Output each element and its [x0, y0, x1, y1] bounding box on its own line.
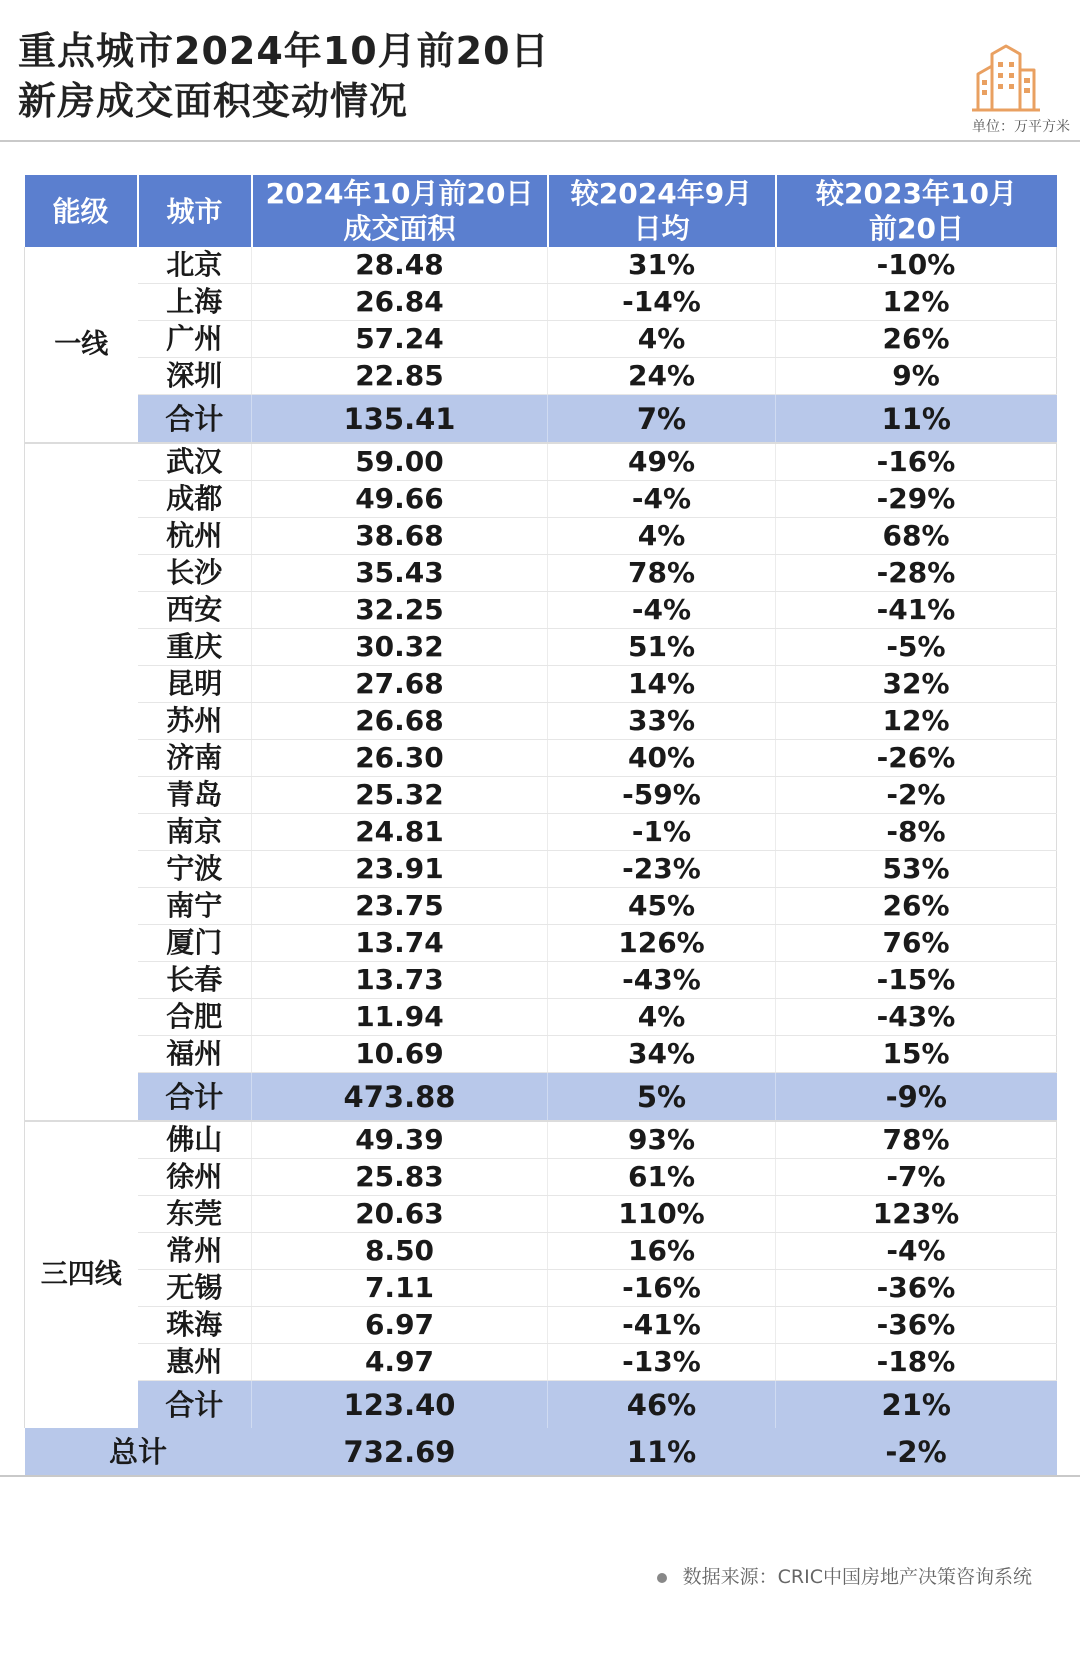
- title-line-2: 新房成交面积变动情况: [18, 79, 409, 123]
- subtotal-yoy: -9%: [776, 1073, 1057, 1122]
- city-cell: 长沙: [138, 555, 252, 592]
- city-cell: 济南: [138, 740, 252, 777]
- table-row: [25, 284, 1057, 321]
- yoy-cell: -2%: [776, 777, 1057, 814]
- table-row: [25, 1159, 1057, 1196]
- grand-total-mom: 11%: [548, 1428, 776, 1475]
- mom-cell: 40%: [548, 740, 776, 777]
- city-cell: 苏州: [138, 703, 252, 740]
- city-cell: 长春: [138, 962, 252, 999]
- yoy-cell: -36%: [776, 1307, 1057, 1344]
- yoy-cell: -43%: [776, 999, 1057, 1036]
- data-table: [24, 175, 1057, 1475]
- yoy-cell: 12%: [776, 703, 1057, 740]
- city-cell: 常州: [138, 1233, 252, 1270]
- bullet-icon: [657, 1573, 667, 1583]
- subtotal-row: [25, 1073, 1057, 1122]
- city-cell: 武汉: [138, 443, 252, 481]
- area-cell: 30.32: [252, 629, 548, 666]
- area-cell: 13.74: [252, 925, 548, 962]
- table-row: [25, 1121, 1057, 1159]
- table-row: [25, 888, 1057, 925]
- table-row: [25, 851, 1057, 888]
- table-row: [25, 814, 1057, 851]
- table-row: [25, 777, 1057, 814]
- table-row: [25, 1344, 1057, 1381]
- grand-total-row: [25, 1428, 1057, 1475]
- yoy-cell: 123%: [776, 1196, 1057, 1233]
- yoy-cell: 68%: [776, 518, 1057, 555]
- table-row: [25, 247, 1057, 284]
- bottom-divider: [0, 1475, 1080, 1477]
- grand-total-area: 732.69: [252, 1428, 548, 1475]
- area-cell: 20.63: [252, 1196, 548, 1233]
- yoy-cell: 53%: [776, 851, 1057, 888]
- subtotal-area: 135.41: [252, 395, 548, 444]
- area-cell: 23.75: [252, 888, 548, 925]
- table-row: [25, 1233, 1057, 1270]
- table-row: [25, 1196, 1057, 1233]
- yoy-cell: 15%: [776, 1036, 1057, 1073]
- mom-cell: -23%: [548, 851, 776, 888]
- page-title: [18, 26, 550, 126]
- area-cell: 57.24: [252, 321, 548, 358]
- yoy-cell: 9%: [776, 358, 1057, 395]
- mom-cell: 93%: [548, 1121, 776, 1159]
- area-cell: 49.39: [252, 1121, 548, 1159]
- city-cell: 西安: [138, 592, 252, 629]
- mom-cell: 14%: [548, 666, 776, 703]
- mom-cell: 4%: [548, 999, 776, 1036]
- area-cell: 38.68: [252, 518, 548, 555]
- city-cell: 青岛: [138, 777, 252, 814]
- header: [0, 0, 1080, 141]
- mom-cell: 61%: [548, 1159, 776, 1196]
- yoy-cell: -7%: [776, 1159, 1057, 1196]
- city-cell: 北京: [138, 247, 252, 284]
- col-header-yoy: 较2023年10月 前20日: [776, 175, 1057, 247]
- table-row: [25, 925, 1057, 962]
- area-cell: 7.11: [252, 1270, 548, 1307]
- city-cell: 惠州: [138, 1344, 252, 1381]
- table-row: [25, 1270, 1057, 1307]
- yoy-cell: -4%: [776, 1233, 1057, 1270]
- mom-cell: 110%: [548, 1196, 776, 1233]
- subtotal-yoy: 11%: [776, 395, 1057, 444]
- table-row: [25, 629, 1057, 666]
- area-cell: 4.97: [252, 1344, 548, 1381]
- subtotal-row: [25, 395, 1057, 444]
- title-line-1: 重点城市2024年10月前20日: [18, 29, 550, 73]
- mom-cell: -41%: [548, 1307, 776, 1344]
- mom-cell: -13%: [548, 1344, 776, 1381]
- tier-cell: [25, 443, 138, 1121]
- yoy-cell: -18%: [776, 1344, 1057, 1381]
- area-cell: 26.30: [252, 740, 548, 777]
- col-header-city: 城市: [138, 175, 252, 247]
- area-cell: 25.83: [252, 1159, 548, 1196]
- top-divider: [0, 140, 1080, 142]
- mom-cell: 45%: [548, 888, 776, 925]
- city-cell: 上海: [138, 284, 252, 321]
- yoy-cell: 32%: [776, 666, 1057, 703]
- city-cell: 厦门: [138, 925, 252, 962]
- table-row: [25, 555, 1057, 592]
- yoy-cell: 26%: [776, 321, 1057, 358]
- city-cell: 昆明: [138, 666, 252, 703]
- yoy-cell: -26%: [776, 740, 1057, 777]
- table-row: [25, 1307, 1057, 1344]
- mom-cell: 78%: [548, 555, 776, 592]
- mom-cell: 4%: [548, 321, 776, 358]
- area-cell: 11.94: [252, 999, 548, 1036]
- city-cell: 徐州: [138, 1159, 252, 1196]
- area-cell: 25.32: [252, 777, 548, 814]
- col-header-tier: 能级: [25, 175, 138, 247]
- yoy-cell: 76%: [776, 925, 1057, 962]
- mom-cell: -1%: [548, 814, 776, 851]
- unit-label: 单位：万平方米: [972, 119, 1070, 135]
- city-cell: 广州: [138, 321, 252, 358]
- mom-cell: -14%: [548, 284, 776, 321]
- table-row: [25, 666, 1057, 703]
- city-cell: 无锡: [138, 1270, 252, 1307]
- table-row: [25, 481, 1057, 518]
- mom-cell: 4%: [548, 518, 776, 555]
- table-row: [25, 321, 1057, 358]
- table-row: [25, 443, 1057, 481]
- mom-cell: -59%: [548, 777, 776, 814]
- area-cell: 24.81: [252, 814, 548, 851]
- mom-cell: -43%: [548, 962, 776, 999]
- mom-cell: 126%: [548, 925, 776, 962]
- yoy-cell: -8%: [776, 814, 1057, 851]
- grand-total-yoy: -2%: [776, 1428, 1057, 1475]
- city-cell: 深圳: [138, 358, 252, 395]
- table-body: [25, 247, 1057, 1475]
- area-cell: 59.00: [252, 443, 548, 481]
- mom-cell: 34%: [548, 1036, 776, 1073]
- area-cell: 10.69: [252, 1036, 548, 1073]
- mom-cell: 33%: [548, 703, 776, 740]
- area-cell: 26.68: [252, 703, 548, 740]
- source-note: [657, 1562, 1032, 1589]
- area-cell: 6.97: [252, 1307, 548, 1344]
- col-header-mom: 较2024年9月 日均: [548, 175, 776, 247]
- area-cell: 22.85: [252, 358, 548, 395]
- city-cell: 南京: [138, 814, 252, 851]
- area-cell: 35.43: [252, 555, 548, 592]
- area-cell: 8.50: [252, 1233, 548, 1270]
- yoy-cell: -36%: [776, 1270, 1057, 1307]
- subtotal-label: 合计: [138, 1073, 252, 1122]
- mom-cell: -4%: [548, 592, 776, 629]
- subtotal-area: 123.40: [252, 1381, 548, 1429]
- subtotal-label: 合计: [138, 395, 252, 444]
- yoy-cell: 78%: [776, 1121, 1057, 1159]
- source-text: 数据来源：CRIC中国房地产决策咨询系统: [682, 1566, 1032, 1588]
- mom-cell: 51%: [548, 629, 776, 666]
- city-cell: 杭州: [138, 518, 252, 555]
- area-cell: 28.48: [252, 247, 548, 284]
- city-cell: 珠海: [138, 1307, 252, 1344]
- mom-cell: 31%: [548, 247, 776, 284]
- city-cell: 重庆: [138, 629, 252, 666]
- table-row: [25, 740, 1057, 777]
- yoy-cell: 26%: [776, 888, 1057, 925]
- area-cell: 32.25: [252, 592, 548, 629]
- table-row: [25, 999, 1057, 1036]
- col-header-area: 2024年10月前20日 成交面积: [252, 175, 548, 247]
- area-cell: 23.91: [252, 851, 548, 888]
- table-header-row: [25, 175, 1057, 247]
- yoy-cell: -5%: [776, 629, 1057, 666]
- subtotal-yoy: 21%: [776, 1381, 1057, 1429]
- city-cell: 合肥: [138, 999, 252, 1036]
- yoy-cell: -15%: [776, 962, 1057, 999]
- area-cell: 27.68: [252, 666, 548, 703]
- city-cell: 宁波: [138, 851, 252, 888]
- table-row: [25, 703, 1057, 740]
- table-row: [25, 592, 1057, 629]
- subtotal-mom: 5%: [548, 1073, 776, 1122]
- yoy-cell: -10%: [776, 247, 1057, 284]
- yoy-cell: -16%: [776, 443, 1057, 481]
- city-cell: 成都: [138, 481, 252, 518]
- yoy-cell: -28%: [776, 555, 1057, 592]
- mom-cell: 49%: [548, 443, 776, 481]
- table-row: [25, 358, 1057, 395]
- table-row: [25, 518, 1057, 555]
- area-cell: 49.66: [252, 481, 548, 518]
- city-cell: 福州: [138, 1036, 252, 1073]
- tier-cell: 一线: [25, 247, 138, 443]
- city-cell: 南宁: [138, 888, 252, 925]
- mom-cell: -16%: [548, 1270, 776, 1307]
- city-cell: 佛山: [138, 1121, 252, 1159]
- mom-cell: 16%: [548, 1233, 776, 1270]
- subtotal-mom: 7%: [548, 395, 776, 444]
- city-cell: 东莞: [138, 1196, 252, 1233]
- subtotal-area: 473.88: [252, 1073, 548, 1122]
- table-row: [25, 962, 1057, 999]
- mom-cell: -4%: [548, 481, 776, 518]
- table-row: [25, 1036, 1057, 1073]
- grand-total-label: 总计: [25, 1428, 252, 1475]
- subtotal-row: [25, 1381, 1057, 1429]
- yoy-cell: -41%: [776, 592, 1057, 629]
- mom-cell: 24%: [548, 358, 776, 395]
- area-cell: 13.73: [252, 962, 548, 999]
- subtotal-mom: 46%: [548, 1381, 776, 1429]
- yoy-cell: 12%: [776, 284, 1057, 321]
- yoy-cell: -29%: [776, 481, 1057, 518]
- building-icon: [968, 40, 1044, 114]
- tier-cell: 三四线: [25, 1121, 138, 1428]
- subtotal-label: 合计: [138, 1381, 252, 1429]
- area-cell: 26.84: [252, 284, 548, 321]
